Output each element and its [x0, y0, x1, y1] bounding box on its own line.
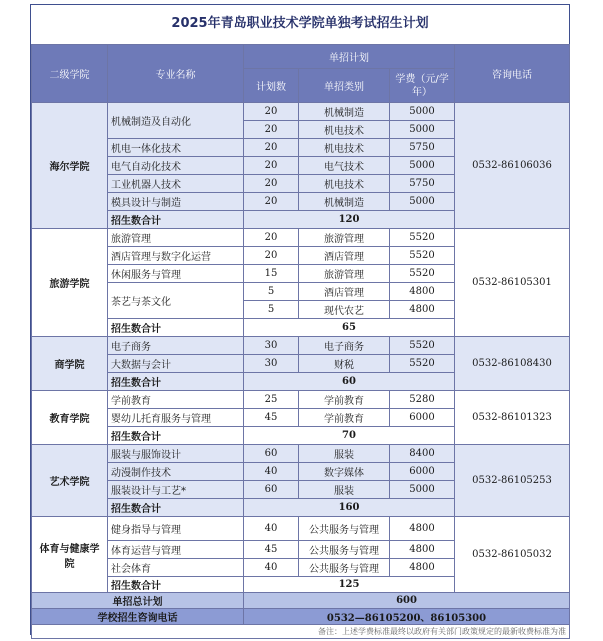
tuition-fee: 5750 — [390, 175, 455, 193]
plan-count: 20 — [244, 103, 299, 121]
admission-plan-table — [31, 44, 570, 639]
college-name: 教育学院 — [32, 391, 108, 445]
plan-category: 机械制造 — [299, 103, 390, 121]
plan-count: 45 — [244, 409, 299, 427]
plan-count: 5 — [244, 283, 299, 301]
subtotal-label: 招生数合计 — [108, 577, 244, 593]
subtotal-value: 125 — [244, 577, 455, 593]
major-name: 机械制造及自动化 — [108, 103, 244, 139]
plan-category: 服装 — [299, 481, 390, 499]
page-title: 2025年青岛职业技术学院单独考试招生计划 — [171, 16, 429, 31]
grand-total-label: 单招总计划 — [32, 593, 244, 609]
tuition-fee: 5750 — [390, 139, 455, 157]
consult-phone: 0532—86105200、86105300 — [244, 609, 570, 625]
major-name: 电子商务 — [108, 337, 244, 355]
header-count: 计划数 — [244, 69, 299, 103]
tuition-fee: 5520 — [390, 265, 455, 283]
consult-row — [32, 609, 570, 625]
college-name: 商学院 — [32, 337, 108, 391]
college-phone: 0532-86105253 — [455, 445, 570, 517]
college-name: 体育与健康学院 — [32, 517, 108, 593]
college-phone: 0532-86105032 — [455, 517, 570, 593]
college-phone: 0532-86101323 — [455, 391, 570, 445]
plan-count: 20 — [244, 193, 299, 211]
plan-count: 45 — [244, 541, 299, 559]
major-name: 工业机器人技术 — [108, 175, 244, 193]
header-fee: 学费（元/学年） — [390, 69, 455, 103]
plan-category: 公共服务与管理 — [299, 559, 390, 577]
plan-count: 20 — [244, 229, 299, 247]
plan-count: 30 — [244, 337, 299, 355]
tuition-fee: 5520 — [390, 337, 455, 355]
grand-total-row — [32, 593, 570, 609]
subtotal-label: 招生数合计 — [108, 499, 244, 517]
tuition-fee: 8400 — [390, 445, 455, 463]
tuition-fee: 5520 — [390, 247, 455, 265]
plan-count: 20 — [244, 157, 299, 175]
plan-count: 60 — [244, 481, 299, 499]
major-name: 社会体育 — [108, 559, 244, 577]
subtotal-label: 招生数合计 — [108, 211, 244, 229]
major-name: 茶艺与茶文化 — [108, 283, 244, 319]
note-text: 备注：上述学费标准最终以政府有关部门政策规定的最新收费标准为准 — [32, 625, 570, 639]
tuition-fee: 4800 — [390, 517, 455, 541]
subtotal-label: 招生数合计 — [108, 319, 244, 337]
plan-count: 5 — [244, 301, 299, 319]
tuition-fee: 5000 — [390, 193, 455, 211]
tuition-fee: 4800 — [390, 559, 455, 577]
subtotal-value: 120 — [244, 211, 455, 229]
major-name: 旅游管理 — [108, 229, 244, 247]
plan-count: 40 — [244, 517, 299, 541]
subtotal-value: 60 — [244, 373, 455, 391]
tuition-fee: 5000 — [390, 481, 455, 499]
plan-count: 60 — [244, 445, 299, 463]
plan-category: 机电技术 — [299, 175, 390, 193]
table-row — [32, 229, 570, 247]
tuition-fee: 6000 — [390, 409, 455, 427]
major-name: 酒店管理与数字化运营 — [108, 247, 244, 265]
major-name: 电气自动化技术 — [108, 157, 244, 175]
major-name: 模具设计与制造 — [108, 193, 244, 211]
college-phone: 0532-86108430 — [455, 337, 570, 391]
plan-category: 旅游管理 — [299, 265, 390, 283]
header-plan-group: 单招计划 — [244, 45, 455, 69]
tuition-fee: 5280 — [390, 391, 455, 409]
plan-category: 财税 — [299, 355, 390, 373]
major-name: 大数据与会计 — [108, 355, 244, 373]
tuition-fee: 5520 — [390, 355, 455, 373]
major-name: 机电一体化技术 — [108, 139, 244, 157]
plan-count: 40 — [244, 463, 299, 481]
college-name: 旅游学院 — [32, 229, 108, 337]
tuition-fee: 5520 — [390, 229, 455, 247]
college-name: 艺术学院 — [32, 445, 108, 517]
plan-count: 15 — [244, 265, 299, 283]
college-phone: 0532-86105301 — [455, 229, 570, 337]
plan-category: 数字媒体 — [299, 463, 390, 481]
plan-category: 学前教育 — [299, 409, 390, 427]
major-name: 婴幼儿托育服务与管理 — [108, 409, 244, 427]
college-phone: 0532-86106036 — [455, 103, 570, 229]
grand-total-value: 600 — [244, 593, 570, 609]
major-name: 学前教育 — [108, 391, 244, 409]
plan-count: 25 — [244, 391, 299, 409]
subtotal-value: 160 — [244, 499, 455, 517]
header-category: 单招类别 — [299, 69, 390, 103]
plan-category: 现代农艺 — [299, 301, 390, 319]
plan-category: 公共服务与管理 — [299, 517, 390, 541]
plan-category: 电子商务 — [299, 337, 390, 355]
major-name: 休闲服务与管理 — [108, 265, 244, 283]
plan-count: 20 — [244, 121, 299, 139]
plan-count: 20 — [244, 139, 299, 157]
plan-category: 旅游管理 — [299, 229, 390, 247]
plan-count: 30 — [244, 355, 299, 373]
college-name: 海尔学院 — [32, 103, 108, 229]
major-name: 健身指导与管理 — [108, 517, 244, 541]
table-row — [32, 391, 570, 409]
plan-category: 机电技术 — [299, 139, 390, 157]
table-row — [32, 517, 570, 541]
plan-count: 20 — [244, 175, 299, 193]
major-name: 服装与服饰设计 — [108, 445, 244, 463]
major-name: 服装设计与工艺* — [108, 481, 244, 499]
table-row — [32, 445, 570, 463]
plan-count: 20 — [244, 247, 299, 265]
plan-category: 学前教育 — [299, 391, 390, 409]
consult-label: 学校招生咨询电话 — [32, 609, 244, 625]
tuition-fee: 4800 — [390, 283, 455, 301]
note-row — [32, 625, 570, 639]
header-major: 专业名称 — [108, 45, 244, 103]
plan-category: 服装 — [299, 445, 390, 463]
table-row — [32, 337, 570, 355]
major-name: 动漫制作技术 — [108, 463, 244, 481]
header-college: 二级学院 — [32, 45, 108, 103]
tuition-fee: 5000 — [390, 103, 455, 121]
subtotal-label: 招生数合计 — [108, 427, 244, 445]
plan-category: 酒店管理 — [299, 283, 390, 301]
subtotal-value: 70 — [244, 427, 455, 445]
tuition-fee: 5000 — [390, 121, 455, 139]
subtotal-label: 招生数合计 — [108, 373, 244, 391]
plan-count: 40 — [244, 559, 299, 577]
plan-category: 机电技术 — [299, 121, 390, 139]
plan-category: 电气技术 — [299, 157, 390, 175]
tuition-fee: 4800 — [390, 541, 455, 559]
plan-document — [30, 4, 570, 635]
header-phone: 咨询电话 — [455, 45, 570, 103]
subtotal-value: 65 — [244, 319, 455, 337]
table-row — [32, 103, 570, 121]
tuition-fee: 4800 — [390, 301, 455, 319]
tuition-fee: 5000 — [390, 157, 455, 175]
tuition-fee: 6000 — [390, 463, 455, 481]
plan-category: 酒店管理 — [299, 247, 390, 265]
major-name: 体育运营与管理 — [108, 541, 244, 559]
plan-category: 公共服务与管理 — [299, 541, 390, 559]
plan-category: 机械制造 — [299, 193, 390, 211]
